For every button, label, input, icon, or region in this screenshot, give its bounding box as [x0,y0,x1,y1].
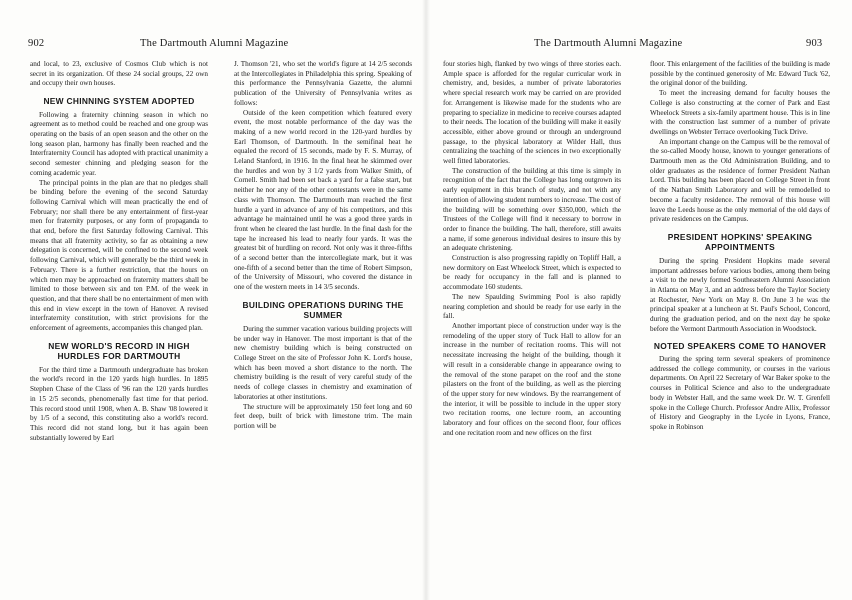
section-heading-chinning: NEW CHINNING SYSTEM ADOPTED [43,96,195,107]
section-heading-building: BUILDING OPERATIONS DURING THE SUMMER [242,299,404,321]
paragraph: The structure will be approximately 150 feet long and 60 feet deep, built of brick with limestone trim. The main portion will be [234,402,412,430]
paragraph: J. Thomson '21, who set the world's figure at 14 2/5 seconds at the Intercollegiates in Philadelphia this spring. Speaking of this performance the Pennsylvania Gazette, the alumni publication of the University of Pennsylvania writes as follows: [234,60,412,107]
paragraph: floor. This enlargement of the facilities of the building is made possible by the continued generosity of Mr. Edward Tuck '62, the original donor of the building. [650,60,830,88]
paragraph: four stories high, flanked by two wings of three stories each. Ample space is afforded for the regular curricular work in chemistry, and, besides, a number of private laboratories where special research work may be carried on are provided for. Arrangement is likewise made for the students who are preparing to specialize in medicine to receive courses adapted to their needs. The location of the building will make it easily accessible, either above ground or through an underground passage, to the physical laboratory at Wilder Hall, thus centralizing the teaching of the sciences in two exceptionally well fitted laboratories. [443,60,622,166]
page-number: 902 [28,38,45,49]
paragraph: Outside of the keen competition which featured every event, the most notable performance of the day was the making of a new world record in the 120-yard hurdles by Earl Thomson, of Dartmouth. In the semifinal heat he equaled the record of 15 seconds, made by F. S. Murray, of Leland Stanford, in 1916. In the final heat he skimmed over the hurdles and won by 3 1/2 yards from Walker Smith, of Cornell. Smith had been set back a yard for a false start, but neither he nor any of the other contestants were in the same class with Thomson. The Dartmouth man reached the first hurdle a yard in advance of any of his competitors, and this advantage he maintained until he was a good three yards in front when he cleared the last hurdle. In the final dash for the tape he increased his lead to nearly four yards. It was the greatest bit of hurdling on record. Not only was it three-fifths of a second better than the intercollegiate mark, but it was one-fifth of a second better than the time of Robert Simpson, of the University of Missouri, who covered the distance in one of the western meets in 14 3/5 seconds. [234,108,412,292]
paragraph: and local, to 23, exclusive of Cosmos Club which is not secret in its organization. Of these 24 social groups, 22 own and occupy their own houses. [30,60,208,88]
paragraph: Construction is also progressing rapidly on Topliff Hall, a new dormitory on East Wheelock Street, which is expected to be ready for occupancy in the fall and is planned to accommodate 160 students. [443,254,621,292]
right-column-1 [443,60,621,438]
right-column-2 [650,60,830,433]
paragraph: To meet the increasing demand for faculty houses the College is also constructing at the corner of Park and East Wheelock Streets a six-family apartment house. This is in line with the construction last summer of a number of private dwellings on Webster Terrace overlooking Tuck Drive. [650,89,830,136]
paragraph: The construction of the building at this time is simply in recognition of the fact that the College has long outgrown its early equipment in this branch of study, and not with any intention of allowing student numbers to increase. The cost of the building will be something over $350,000, which the Trustees of the College will find it necessary to borrow in order to finance the building. The hall, therefore, still awaits a name, if some generous individual desires to insure this by an adequate christening. [443,166,621,253]
left-column-1 [30,60,208,443]
section-heading-hopkins: PRESIDENT HOPKINS' SPEAKING APPOINTMENTS [667,231,813,253]
running-head: The Dartmouth Alumni Magazine [140,38,289,49]
paragraph: For the third time a Dartmouth undergraduate has broken the world's record in the 120 yards high hurdles. In 1895 Stephen Chase of the Class of '96 ran the 120 yards hurdles in 15 2/5 seconds, phenomenally fast time for that period. This record stood until 1908, when A. B. Shaw '08 lowered it by 1/5 of a second, this constituting also a world's record. This record did not stand long, but it has again been substantially lowered by Earl [30,365,208,442]
paragraph: Another important piece of construction under way is the remodeling of the upper story of Tuck Hall to allow for an increase in the number of recitation rooms. This will not necessitate increasing the height of the building, though it will result in a considerable change in appearance owing to the removal of the stone parapet on the roof and the stone pilasters on the front of the building, as well as the piercing of the upper story for new windows. By the rearrangement of the interior, it will be possible to include in the upper story two recitation rooms, one lecture room, an accounting laboratory and four offices on the second floor, four offices and one recitation room and new offices on the first [443,321,621,437]
paragraph: During the spring term several speakers of prominence addressed the college community, or courses in the various departments. On April 22 Secretary of War Baker spoke to the courses in Political Science and also to the undergraduate body in Webster Hall, and the same week Dr. W. T. Grenfell spoke in the College Church. Professor Andre Allix, Professor of History and Geography in the Lycée in Lyons, France, spoke in Robinson [650,355,830,431]
page-number: 903 [806,38,823,49]
right-page [426,0,852,600]
section-heading-speakers: NOTED SPEAKERS COME TO HANOVER [653,340,827,351]
paragraph: The new Spaulding Swimming Pool is also rapidly nearing completion and should be ready for use early in the fall. [443,292,621,321]
paragraph: During the summer vacation various building projects will be under way in Hanover. The most important is that of the new chemistry building which is being constructed on College Street on the site of Professor John K. Lord's house, which has been moved a short distance to the north. The chemistry building is the result of very careful study of the needs of college classes in chemistry and examination of laboratories at other institutions. [234,324,412,401]
section-heading-record: NEW WORLD'S RECORD IN HIGH HURDLES FOR DARTMOUTH [48,340,190,362]
left-column-2 [234,60,412,432]
paragraph: Following a fraternity chinning season in which no agreement as to method could be reached and one group was operating on the basis of an open season and the other on the long season plan, harmony has finally been reached and the Interfraternity Council has adopted with practical unanimity a second semester chinning and pledging season for the coming academic year. [30,110,208,177]
paragraph: During the spring President Hopkins made several important addresses before various bodies, among them being a visit to the newly formed Southeastern Alumni Association in Atlanta on May 3, and an address before the Taylor Society at Rochester, New York on May 8. On June 3 he was the principal speaker at a luncheon at St. Paul's School, Concord, during the graduation period, and on the next day he spoke before the Vermont Dartmouth Association in Woodstock. [650,256,830,333]
running-head: The Dartmouth Alumni Magazine [534,38,683,49]
paragraph: The principal points in the plan are that no pledges shall be binding before the evening of the second Saturday following Carnival which will mean practically the end of February; nor shall there be any entertainment of first-year men for fraternity purposes, or any form of propaganda to that end, before the first Saturday following Carnival. This means that all fraternity activity, so far as obtaining a new delegation is concerned, will be confined to the second week following Carnival, which will generally be the third week in February. There is a further restriction, that the hours on which men may be approached on fraternity matters shall be limited to those between six and ten P.M. of the week in question, and that there shall be no entertainment of men with this end in view except in the town of Hanover. A revised interfraternity constitution, with strict provisions for the enforcement of agreements, accompanies this changed plan. [30,178,208,333]
paragraph: An important change on the Campus will be the removal of the so-called Moody house, known to younger generations of Dartmouth men as the Old Administration Building, and to older graduates as the residence of former President Nathan Lord. This building has been placed on College Street in front of the Nathan Smith Laboratory and will be remodelled to become a faculty residence. The removal of this house will leave the Leeds house as the only memorial of the old days of private residences on the Campus. [650,137,830,224]
